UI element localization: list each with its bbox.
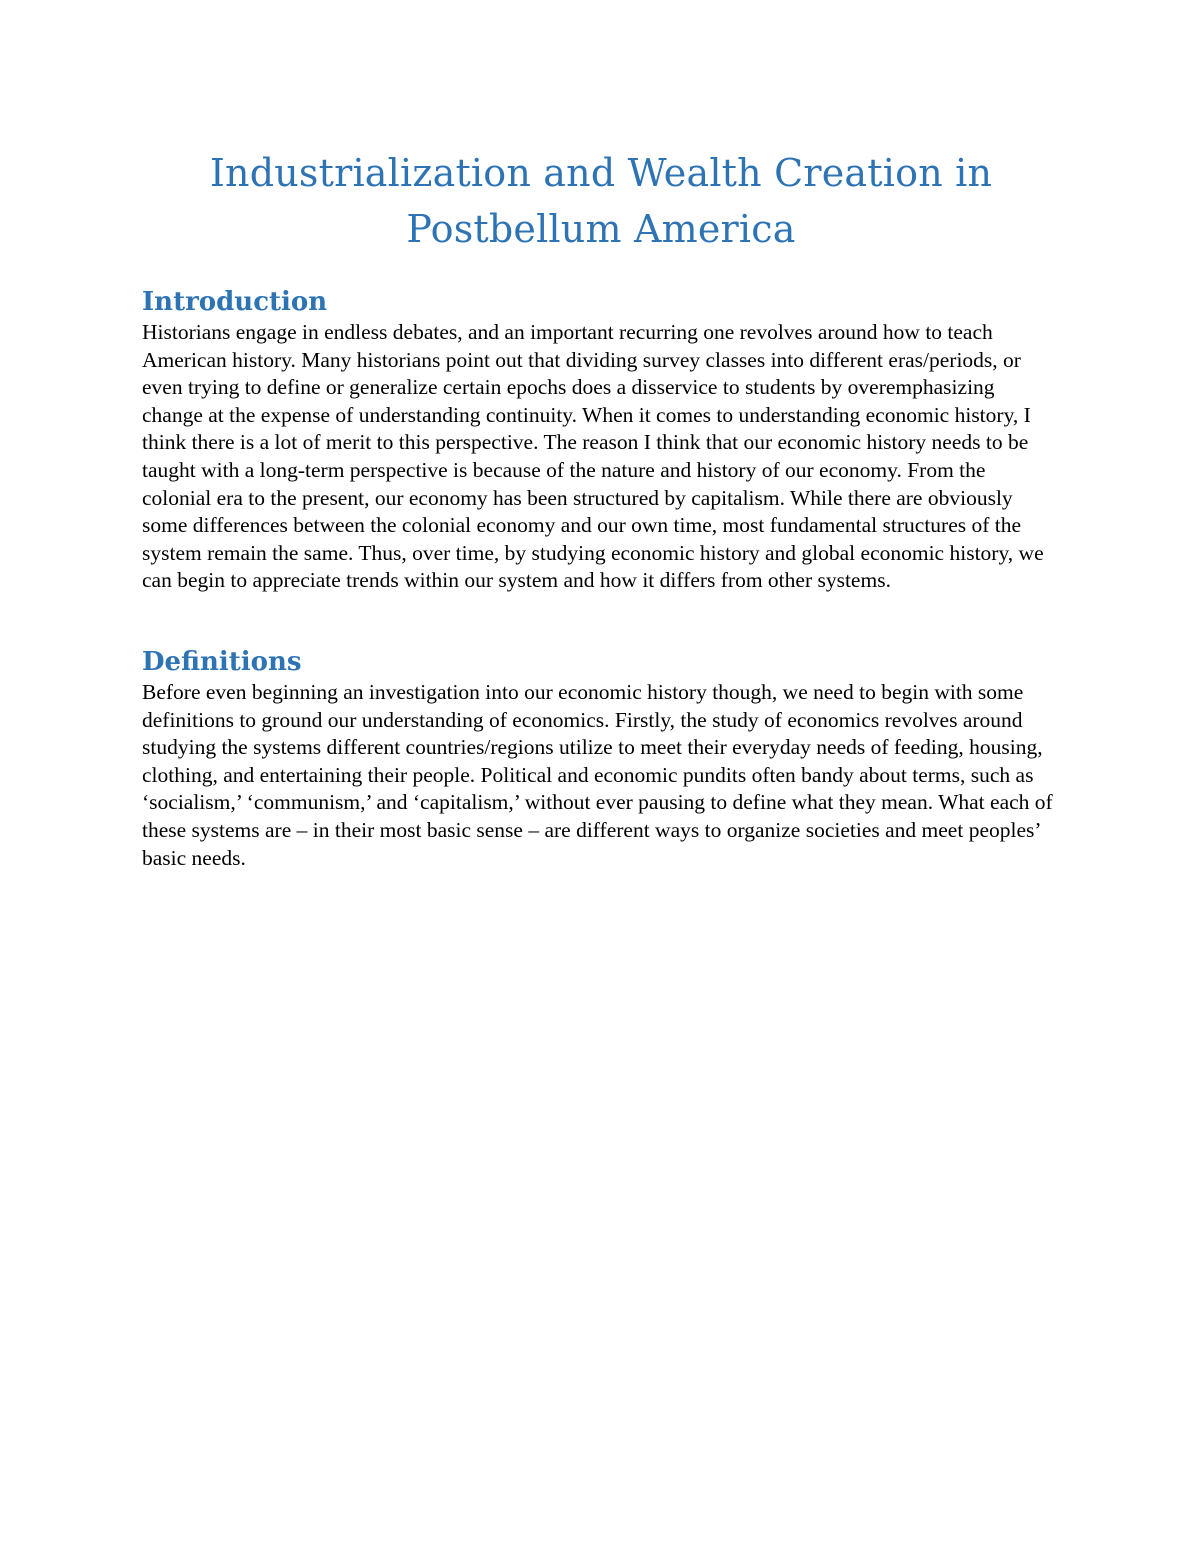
document-content [142, 145, 1060, 872]
section-introduction [142, 285, 1060, 595]
section-heading-introduction: Introduction [142, 287, 328, 317]
section-body-definitions: Before even beginning an investigation into our economic history though, we need to begin with some definitions to ground our understanding of economics. Firstly, the study of economics revolves around studying the systems different countries/regions utilize to meet their everyday needs of feeding, housing, clothing, and entertaining their people. Political and economic pundits often bandy about terms, such as ‘socialism,’ ‘communism,’ and ‘capitalism,’ without ever pausing to define what they mean. What each of these systems are – in their most basic sense – are different ways to organize societies and meet peoples’ basic needs. [142, 679, 1053, 870]
section-definitions [142, 645, 1060, 872]
section-heading-definitions: Definitions [142, 646, 302, 677]
document-title-line-1: Industrialization and Wealth Creation in [209, 151, 993, 195]
document-title [142, 145, 1060, 257]
section-body-introduction: Historians engage in endless debates, and an important recurring one revolves around how to teach American history. Many historians point out that dividing survey classes into different eras/periods, or even trying to define or generalize certain epochs does a disservice to students by overemphasizing change at the expense of understanding continuity. When it comes to understanding economic history, I think there is a lot of merit to this perspective. The reason I think that our economic history needs to be taught with a long-term perspective is because of the nature and history of our economy. From the colonial era to the present, our economy has been structured by capitalism. While there are obviously some differences between the colonial economy and our own time, most fundamental structures of the system remain the same. Thus, over time, by studying economic history and global economic history, we can begin to appreciate trends within our system and how it differs from other systems. [142, 320, 1044, 593]
document-title-line-2: Postbellum America [406, 207, 796, 251]
